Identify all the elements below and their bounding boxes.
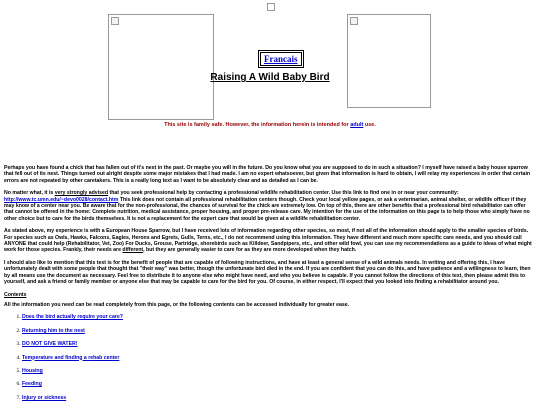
contents-item — [22, 355, 536, 361]
contents-link-housing[interactable]: Housing — [22, 367, 43, 374]
p2-before: No matter what, it is — [4, 190, 55, 197]
p3-before: As stated above, my experience is with a European House Sparrow, but I have received lots of information regarding other species, so most, if not all of the information should apply to the smaller species of birds. For species such as Owls, Hawks, Falcons, Eagles, Herons and Egrets, Gulls, Terns, etc., I do not recommend using this information. They have different and much more specific care needs, and you should call ANYONE that could help (Rehabilitator, Vet, Zoo) For Ducks, Grouse, Partridge, shorebirds such as Killdeer, Sandpipers, etc., and other wild fowl, you can use my recommendations as a guide to ideas of what might work for those species. Frankly, their needs are — [4, 228, 532, 254]
contents-link-care[interactable]: Does the bird actually require your care? — [22, 314, 123, 321]
p2-mid: that you seek professional help by contacting a professional wildlife rehabilitation center. Use this link to find one in or near your community: — [108, 190, 459, 197]
intro-paragraph-2 — [4, 190, 536, 222]
contents-item — [22, 328, 536, 334]
contents-item — [22, 395, 536, 401]
contents-item — [22, 368, 536, 374]
intro-paragraph-1: Perhaps you have found a chick that has fallen out of it's nest in the past. Or maybe you will in the future. Do you know what you are supposed to do in such a situation? I myself have raised a baby house sparrow that fell out of its nest. Things turned out alright despite some major mistakes that I had made. I am no expert whatsoever, but given that information is hard to obtain, I will relay my experiences in order that certain errors are not repeated by other caretakers. This is a really long text as I want to be absolutely clear and as detailed as I can be. — [4, 165, 531, 184]
contents-link-feeding[interactable]: Feeding — [22, 381, 42, 388]
notice-text-after: use. — [363, 122, 376, 128]
broken-image-icon — [350, 17, 358, 25]
contents-note: All the information you need can be read completely from this page, or the following contents can be accessed individually for greater ease. — [4, 301, 350, 308]
rehab-contact-link[interactable]: http://www.tc.umn.edu/~devo0028/contact.htm — [4, 196, 119, 203]
contents-list — [4, 314, 536, 401]
family-safe-notice — [0, 122, 540, 128]
contents-link-injury[interactable]: Injury or sickness — [22, 394, 67, 401]
notice-text-before: This site is family safe. However, the information herein is intended for — [164, 122, 351, 128]
contents-heading: Contents — [4, 291, 27, 298]
intro-paragraph-4: I should also like to mention that this text is for the benefit of people that are capable of following instructions, and have at least a general sense of a wild animals needs. In writing and offering this, I have unfortunately dealt with some people that thought that "their way" was better, though the unfortunate bird died in the end. If you are confident that you can do this, and have patience and a willingness to learn, then by all means use the document as necessary. Feel free to distribute it to anyone else who might have need, and who you believe is capable. If you cannot follow the directions of this text, then please admit this to yourself, and ask a friend or family member or anyone else that may be capable to care for the bird for you. Of course, in either respect, I'll expect that you looked into finding a rehabilitator around you. — [4, 259, 531, 286]
intro-paragraph-3 — [4, 228, 536, 254]
language-link[interactable]: Francais — [260, 52, 302, 66]
contents-item — [22, 314, 536, 320]
p3-emphasis: different — [122, 247, 144, 254]
language-switch-box — [258, 50, 304, 68]
header-image-left — [108, 14, 214, 120]
adult-link[interactable]: adult — [350, 122, 364, 128]
contents-link-water[interactable]: DO NOT GIVE WATER! — [22, 341, 78, 348]
broken-image-icon — [267, 3, 275, 11]
p2-after: This link does not contain all professional rehabilitation centers though. Check your local yellow pages, or ask a veterinarian, animal shelter, or wildlife officer if they may know of a center near you. Be aware that for the non-professional, the chances of survival for the chick are extremely low. On top of this, there are other benefits that a professional bird rehabilitator can offer that cannot be offered in the home: Complete nutrition, medical assistance, proper housing, and proper pre-release care. My intention for the use of the information on this page is to help those who simply have no other choice but to care for the birds themselves. It is not a replacement for the expert care that would be given at a wildlife rehabilitation center. — [4, 196, 530, 222]
header-image-right — [347, 14, 431, 108]
p2-emphasis: very strongly advised — [54, 190, 109, 197]
broken-image-icon — [111, 17, 119, 25]
p3-after: , but they are generally easier to care for as they are more developed when they hatch. — [143, 247, 357, 254]
contents-item — [22, 341, 536, 347]
contents-link-temperature[interactable]: Temperature and finding a rehab center — [22, 354, 120, 361]
page-title: Raising A Wild Baby Bird — [210, 72, 330, 83]
contents-item — [22, 381, 536, 387]
article-body — [4, 165, 536, 408]
contents-link-nest[interactable]: Returning him to the nest — [22, 327, 85, 334]
